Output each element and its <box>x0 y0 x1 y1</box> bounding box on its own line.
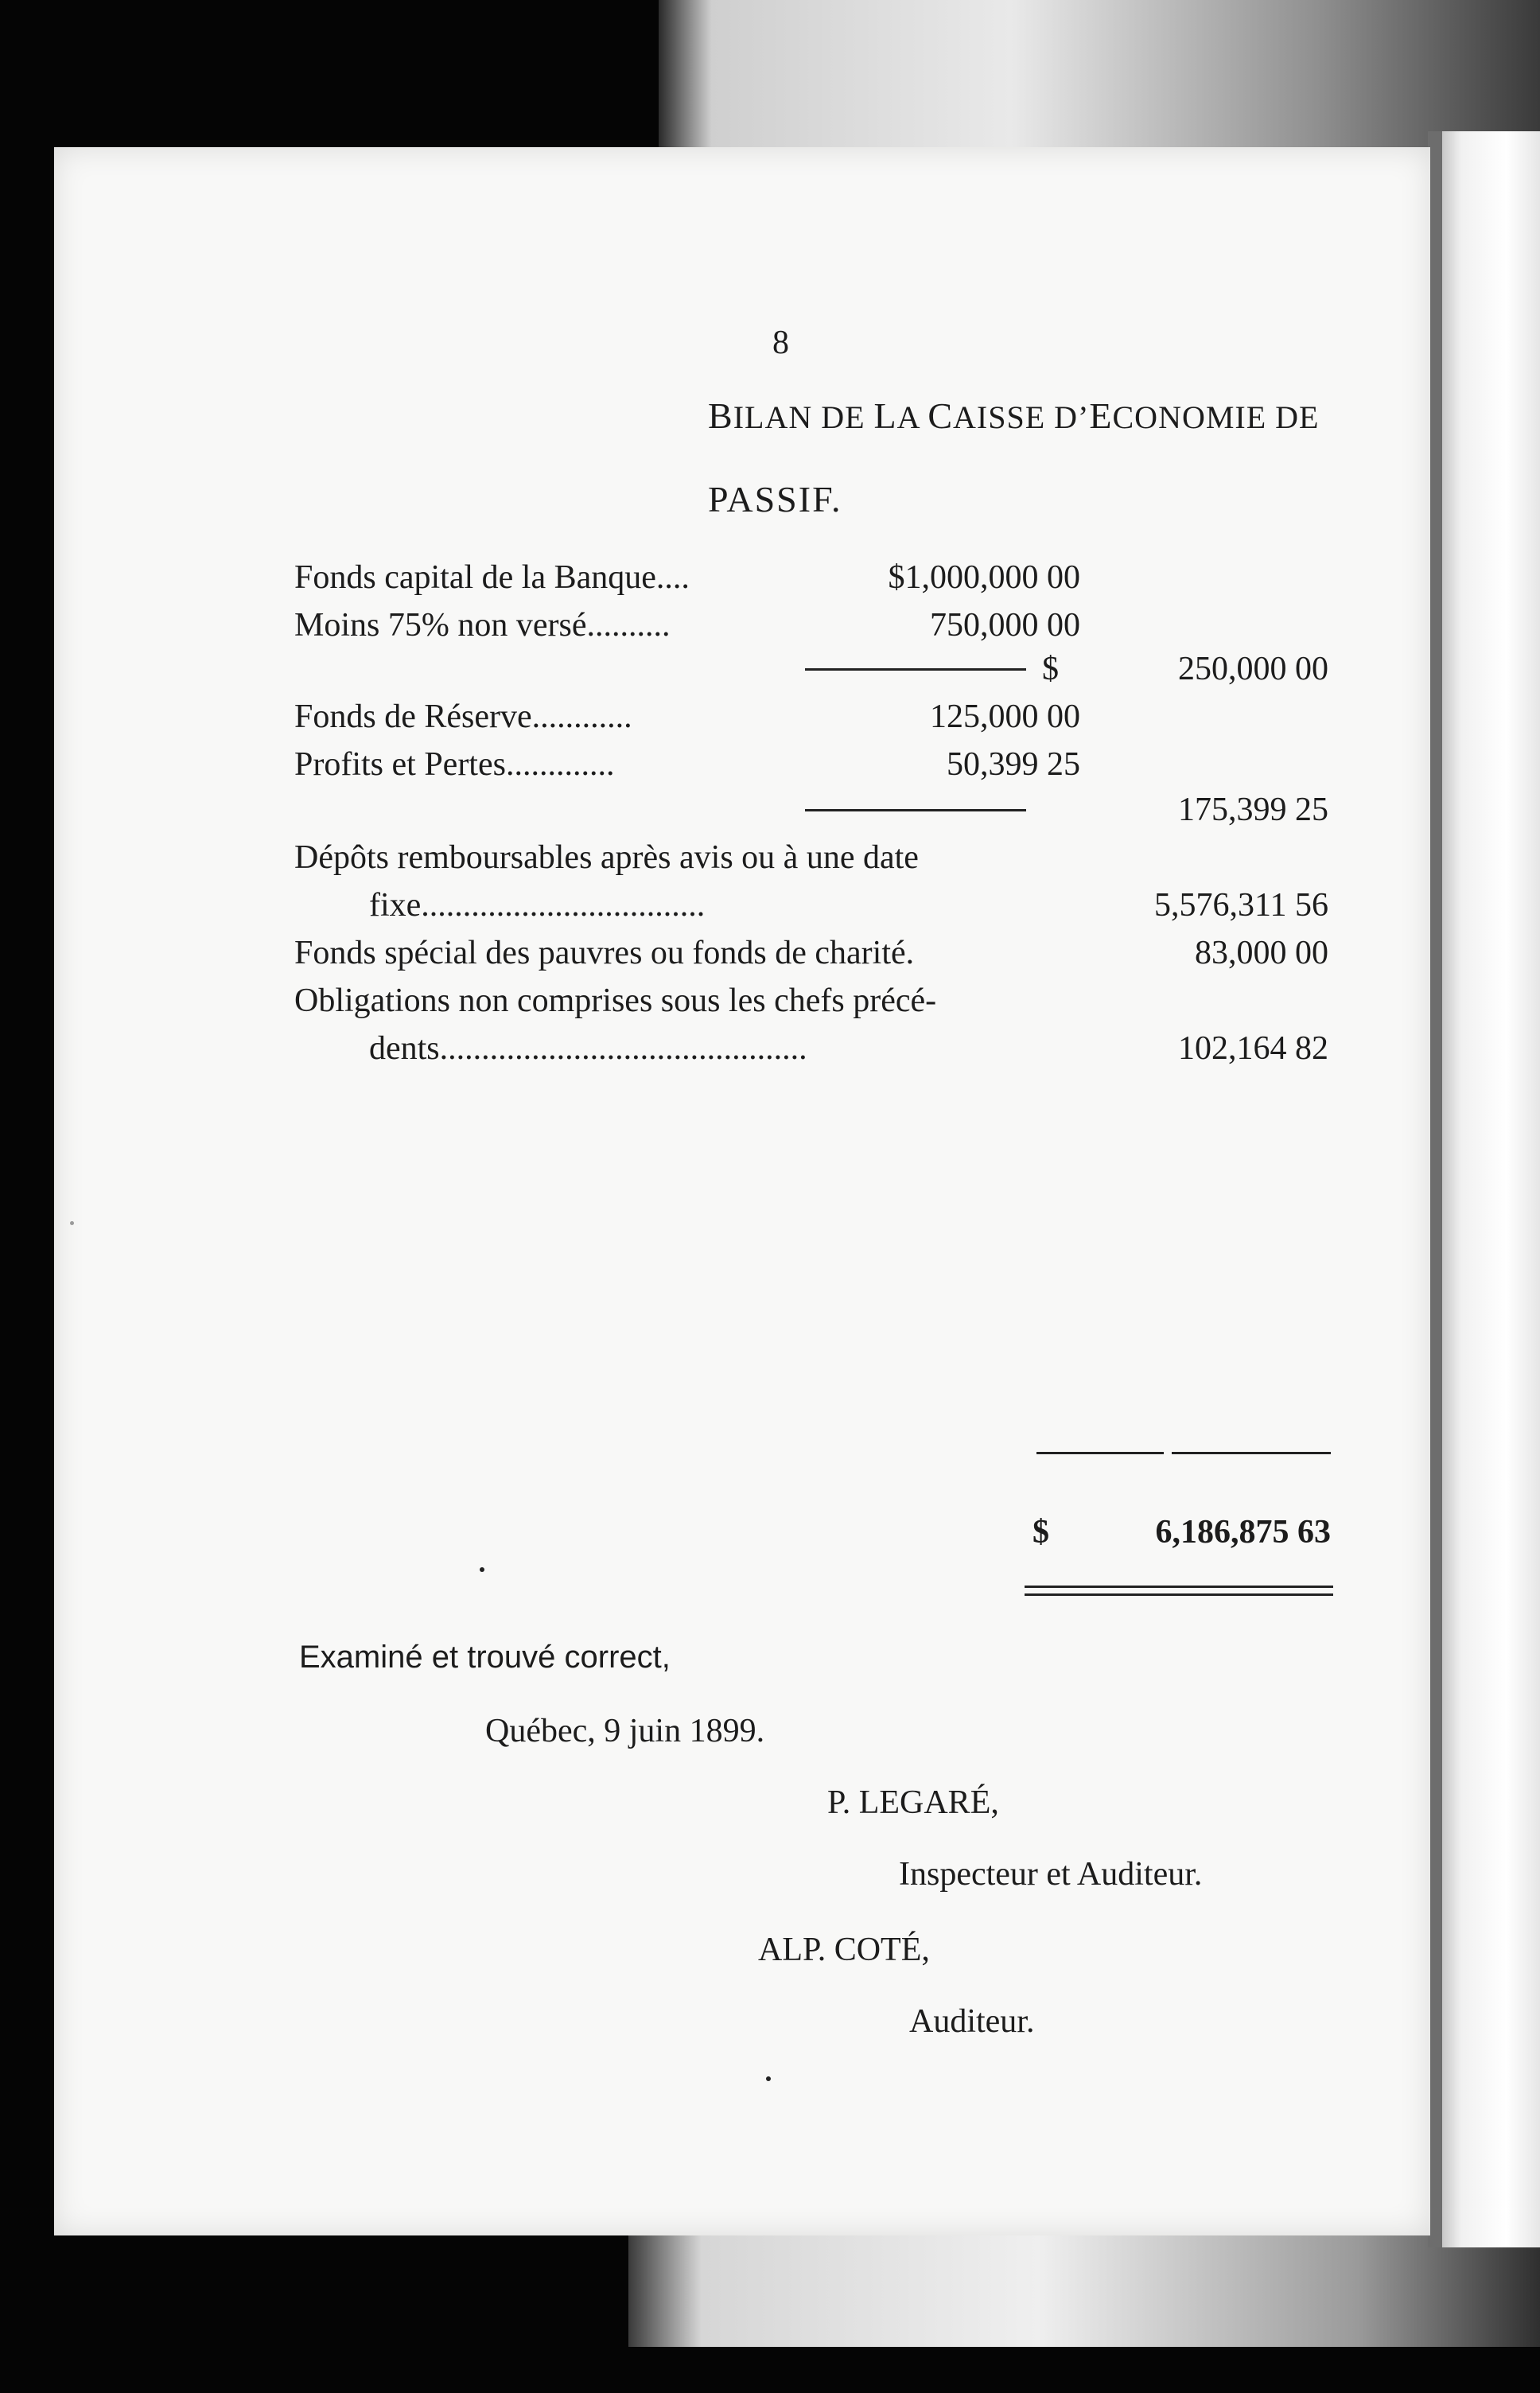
scan-speck <box>766 2076 771 2081</box>
signer1-name: P. LEGARÉ, <box>827 1784 999 1821</box>
document-page <box>54 147 1430 2235</box>
fonds-special-label: Fonds spécial des pauvres ou fonds de charité. <box>294 935 915 971</box>
total-amount: 6,186,875 63 <box>1155 1514 1331 1551</box>
reserve-label: Fonds de Réserve............ <box>294 698 632 735</box>
profits-label: Profits et Pertes............. <box>294 746 615 783</box>
examination-note: Examiné et trouvé correct, <box>299 1640 671 1675</box>
total-double-rule-top <box>1025 1586 1333 1588</box>
capital-label: Fonds capital de la Banque.... <box>294 559 690 596</box>
reserve-amount: 125,000 00 <box>930 698 1080 735</box>
signer2-name: ALP. COTÉ, <box>758 1932 930 1968</box>
depots-label-line2: fixe.................................. <box>369 887 706 924</box>
moins-amount: 750,000 00 <box>930 607 1080 644</box>
total-rule-right <box>1172 1452 1331 1454</box>
fonds-special-amount: 83,000 00 <box>1195 935 1328 971</box>
depots-label-line1: Dépôts remboursables après avis ou à une date <box>294 839 919 876</box>
total-double-rule-bottom <box>1025 1593 1333 1596</box>
place-date: Québec, 9 juin 1899. <box>485 1713 765 1749</box>
signer2-title: Auditeur. <box>909 2003 1035 2040</box>
depots-amount: 5,576,311 56 <box>1154 887 1328 924</box>
obligations-amount: 102,164 82 <box>1178 1030 1328 1067</box>
section-title: PASSIF. <box>708 479 842 519</box>
signer1-title: Inspecteur et Auditeur. <box>899 1856 1203 1893</box>
obligations-label-line2: dents............................................ <box>369 1030 807 1067</box>
total-rule-left <box>1036 1452 1164 1454</box>
bottom-scan-band <box>628 2228 1540 2347</box>
subtotal2-amount: 175,399 25 <box>1178 792 1328 828</box>
page-header: BILAN DE LA CAISSE D’ECONOMIE DE <box>708 395 1320 436</box>
scan-speck <box>480 1567 484 1572</box>
obligations-label-line1: Obligations non comprises sous les chefs précé- <box>294 982 937 1019</box>
top-scan-band <box>659 0 1540 147</box>
total-currency: $ <box>1032 1514 1049 1551</box>
subtotal-rule-1 <box>805 668 1026 671</box>
scan-speck <box>70 1221 74 1225</box>
profits-amount: 50,399 25 <box>947 746 1080 783</box>
subtotal1-amount: 250,000 00 <box>1178 651 1328 687</box>
subtotal-rule-2 <box>805 809 1026 811</box>
subtotal1-currency: $ <box>1042 651 1059 687</box>
moins-label: Moins 75% non versé.......... <box>294 607 671 644</box>
page-number: 8 <box>772 325 789 361</box>
capital-amount: $1,000,000 00 <box>888 559 1080 596</box>
facing-page-edge <box>1428 131 1540 2247</box>
